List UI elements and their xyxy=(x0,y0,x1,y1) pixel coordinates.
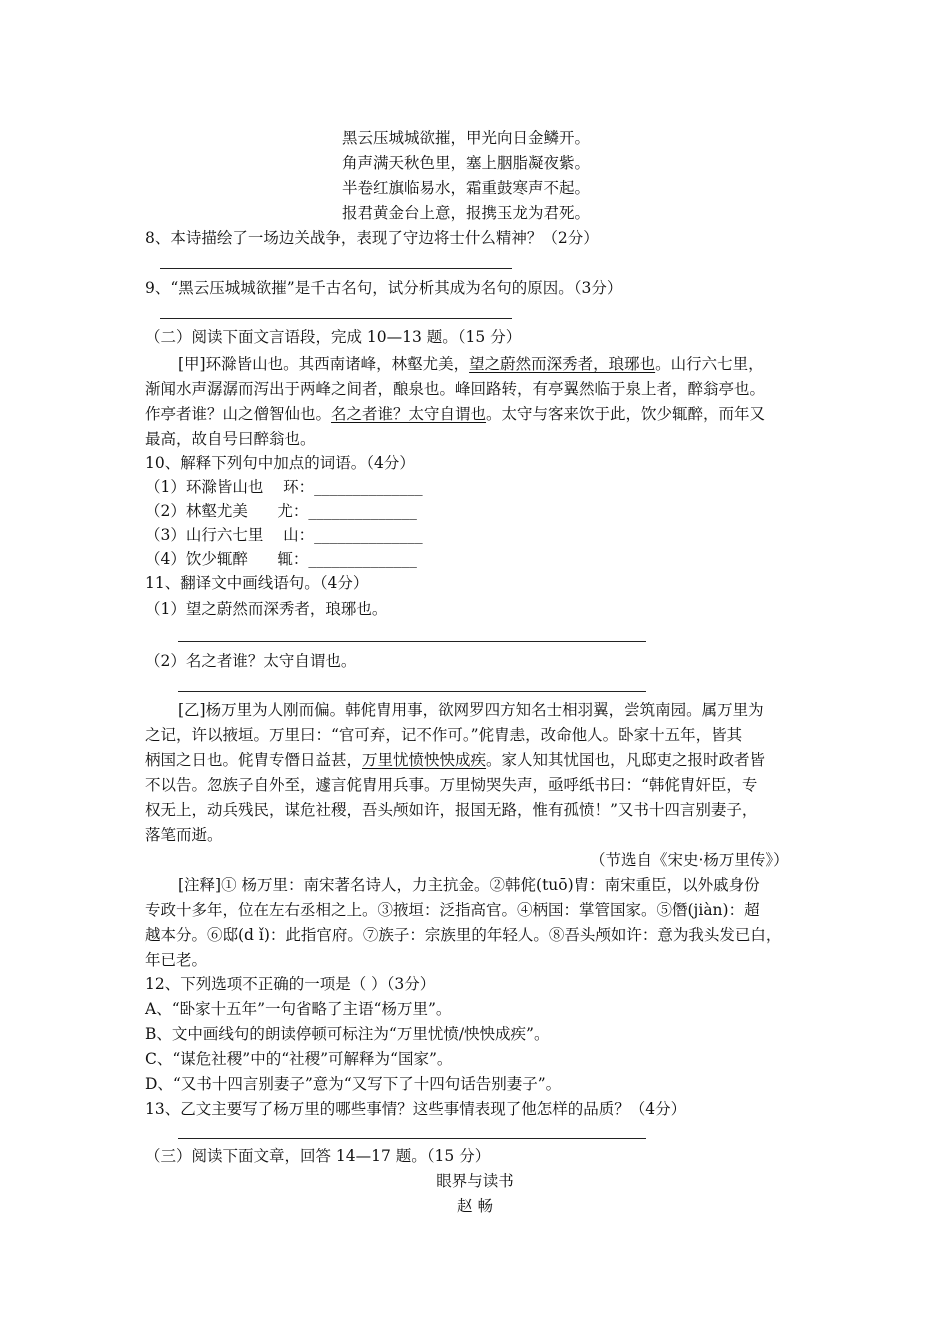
question-10: 10、解释下列句中加点的词语。（4分） xyxy=(145,454,415,472)
option-c: C、“谋危社稷”中的“社稷”可解释为“国家”。 xyxy=(145,1050,453,1068)
passage-yi-line: 柄国之日也。侂胄专僭日益甚，万里忧愤怏怏成疾。家人知其忧国也，凡邸吏之报时政者皆 xyxy=(145,751,766,769)
question-13: 13、乙文主要写了杨万里的哪些事情？这些事情表现了他怎样的品质？（4分） xyxy=(145,1100,687,1118)
option-a: A、“卧家十五年”一句省略了主语“杨万里”。 xyxy=(145,1000,452,1018)
answer-line xyxy=(178,641,646,642)
poem-line: 半卷红旗临易水，霜重鼓寒声不起。 xyxy=(342,179,591,197)
question-10-item: （2）林壑尤美 尤：______________ xyxy=(145,502,417,520)
passage-jia-line: 作亭者谁？山之僧智仙也。名之者谁？太守自谓也。太守与客来饮于此，饮少辄醉，而年又 xyxy=(145,405,766,423)
passage-yi-line: 落笔而逝。 xyxy=(145,826,223,844)
section-3-heading: （三）阅读下面文章，回答 14—17 题。（15 分） xyxy=(145,1147,491,1165)
question-10-item: （3）山行六七里 山：______________ xyxy=(145,526,423,544)
article-title: 眼界与读书 xyxy=(436,1172,514,1190)
question-11-sentence: （2）名之者谁？太守自谓也。 xyxy=(145,652,357,670)
question-11: 11、翻译文中画线语句。（4分） xyxy=(145,574,369,592)
poem-line: 报君黄金台上意，报携玉龙为君死。 xyxy=(342,204,591,222)
notes-line: 专政十多年，位在左右丞相之上。③掖垣：泛指高官。④柄国：掌管国家。⑤僭(jiàn)：超 xyxy=(145,901,760,919)
passage-yi-line: [乙]杨万里为人刚而偏。韩侂胄用事，欲网罗四方知名士相羽翼，尝筑南园。属万里为 xyxy=(178,701,764,719)
underlined-sentence: 名之者谁？太守自谓也 xyxy=(331,405,487,423)
passage-yi-line: 不以告。忽族子自外至，遽言侂胄用兵事。万里恸哭失声，亟呼纸书曰：“韩侂胄奸臣，专 xyxy=(145,776,758,794)
passage-yi-line: 权无上，动兵残民，谋危社稷，吾头颅如许，报国无路，惟有孤愤！”又书十四言别妻子， xyxy=(145,801,758,819)
answer-line xyxy=(160,268,512,269)
question-11-sentence: （1）望之蔚然而深秀者，琅琊也。 xyxy=(145,600,388,618)
question-9: 9、“黑云压城城欲摧”是千古名句，试分析其成为名句的原因。（3分） xyxy=(145,279,623,297)
option-b: B、文中画线句的朗读停顿可标注为“万里忧愤/怏怏成疾”。 xyxy=(145,1025,550,1043)
notes-line: [注释]① 杨万里：南宋著名诗人，力主抗金。②韩侂(tuō)胄：南宋重臣，以外戚身份 xyxy=(178,876,760,894)
poem-line: 角声满天秋色里，塞上胭脂凝夜紫。 xyxy=(342,154,591,172)
section-2-heading: （二）阅读下面文言语段，完成 10—13 题。（15 分） xyxy=(145,328,522,346)
answer-line xyxy=(178,1138,646,1139)
question-12: 12、下列选项不正确的一项是（ ）（3分） xyxy=(145,975,436,993)
article-author: 赵 畅 xyxy=(457,1197,493,1215)
passage-jia-line: 最高，故自号曰醉翁也。 xyxy=(145,430,316,448)
underlined-sentence: 望之蔚然而深秀者，琅琊也 xyxy=(469,355,656,373)
passage-jia-line: [甲]环滁皆山也。其西南诸峰，林壑尤美，望之蔚然而深秀者，琅琊也。山行六七里， xyxy=(178,355,764,373)
question-10-item: （4）饮少辄醉 辄：______________ xyxy=(145,550,417,568)
answer-line xyxy=(160,318,512,319)
passage-source: （节选自《宋史·杨万里传》） xyxy=(590,851,789,869)
answer-line xyxy=(178,691,646,692)
option-d: D、“又书十四言别妻子”意为“又写下了十四句话告别妻子”。 xyxy=(145,1075,562,1093)
notes-line: 年已老。 xyxy=(145,951,208,969)
question-8: 8、本诗描绘了一场边关战争，表现了守边将士什么精神？（2分） xyxy=(145,229,599,247)
underlined-sentence: 万里忧愤怏怏成疾 xyxy=(362,751,487,769)
passage-jia-line: 渐闻水声潺潺而泻出于两峰之间者，酿泉也。峰回路转，有亭翼然临于泉上者，醉翁亭也。 xyxy=(145,380,766,398)
question-10-item: （1）环滁皆山也 环：______________ xyxy=(145,478,423,496)
notes-line: 越本分。⑥邸(d ǐ)：此指官府。⑦族子：宗族里的年轻人。⑧吾头颅如许：意为我头发已白， xyxy=(145,926,782,944)
passage-yi-line: 之记，许以掖垣。万里曰：“官可弃，记不作可。”侂胄恚，改命他人。卧家十五年，皆其 xyxy=(145,726,743,744)
poem-line: 黑云压城城欲摧，甲光向日金鳞开。 xyxy=(342,129,591,147)
